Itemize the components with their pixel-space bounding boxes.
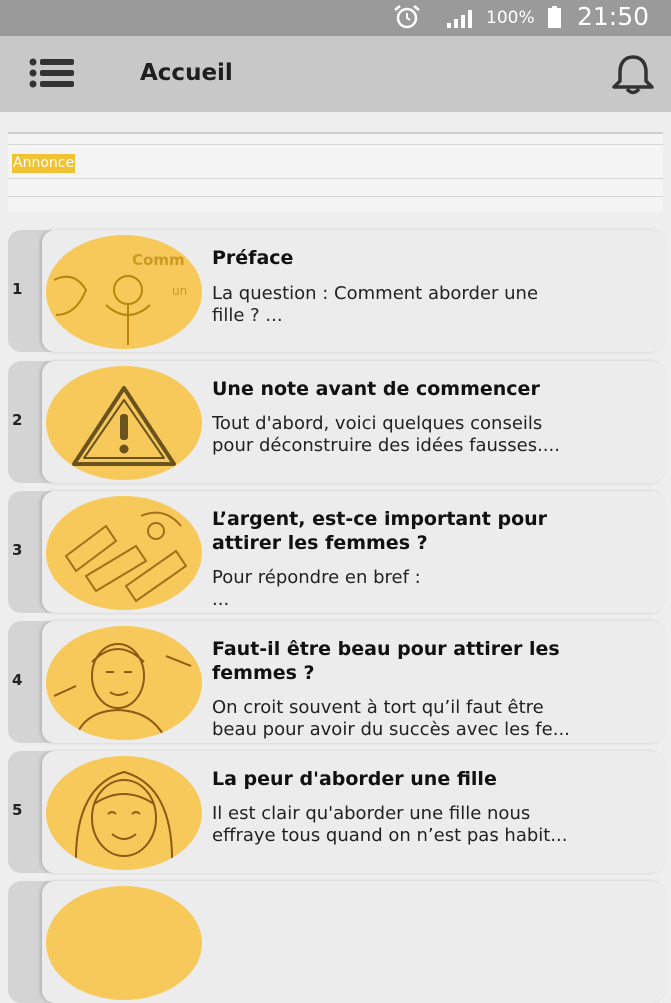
- list-item[interactable]: [8, 361, 665, 483]
- clock: 21:50: [577, 2, 650, 31]
- list-item[interactable]: [8, 751, 665, 873]
- list-item[interactable]: [8, 491, 665, 613]
- bell-icon: [606, 53, 660, 97]
- svg-text:Comm: Comm: [132, 251, 185, 269]
- svg-text:un: un: [172, 284, 188, 298]
- item-number: 1: [12, 280, 23, 298]
- list-item-partial[interactable]: [8, 881, 665, 1003]
- ad-label: Annonce: [13, 155, 75, 171]
- item-title: Préface: [212, 247, 294, 269]
- item-title: Une note avant de commencer: [212, 378, 540, 400]
- item-number: 4: [12, 671, 23, 689]
- item-description: Tout d'abord, voici quelques conseils pour déconstruire des idées fausses....: [212, 413, 560, 456]
- item-title: L’argent, est-ce important pour attirer les femmes ?: [212, 508, 548, 554]
- girl-face-image: [46, 756, 202, 870]
- app-bar: [0, 36, 671, 112]
- thumbnail-image: [46, 886, 202, 1000]
- item-title: La peur d'aborder une fille: [212, 768, 497, 790]
- item-number: 3: [12, 541, 23, 559]
- list-item[interactable]: [8, 230, 665, 352]
- thumbnail-image: [46, 235, 202, 349]
- page-title: Accueil: [140, 60, 233, 86]
- battery-icon: [548, 6, 561, 28]
- item-title: Faut-il être beau pour attirer les femmes ?: [212, 638, 560, 684]
- status-bar: [0, 0, 671, 36]
- warning-image: [46, 366, 202, 480]
- battery-percent: 100%: [486, 8, 535, 28]
- money-image: [46, 496, 202, 610]
- list-item[interactable]: [8, 621, 665, 743]
- menu-button[interactable]: [24, 56, 80, 92]
- item-description: La question : Comment aborder une fille ? ...: [212, 283, 539, 326]
- item-number: 2: [12, 411, 23, 429]
- item-number: 5: [12, 801, 23, 819]
- item-description: Il est clair qu'aborder une fille nous effraye tous quand on n’est pas habit...: [212, 803, 568, 846]
- item-description: On croit souvent à tort qu’il faut être beau pour avoir du succès avec les fe...: [212, 697, 570, 740]
- notifications-button[interactable]: [606, 53, 660, 97]
- item-description: Pour répondre en bref : ...: [212, 567, 421, 610]
- ad-banner[interactable]: [8, 132, 663, 212]
- portrait-image: [46, 626, 202, 740]
- signal-icon: [445, 7, 477, 29]
- alarm-icon: [392, 4, 422, 30]
- list-menu-icon: [24, 56, 80, 92]
